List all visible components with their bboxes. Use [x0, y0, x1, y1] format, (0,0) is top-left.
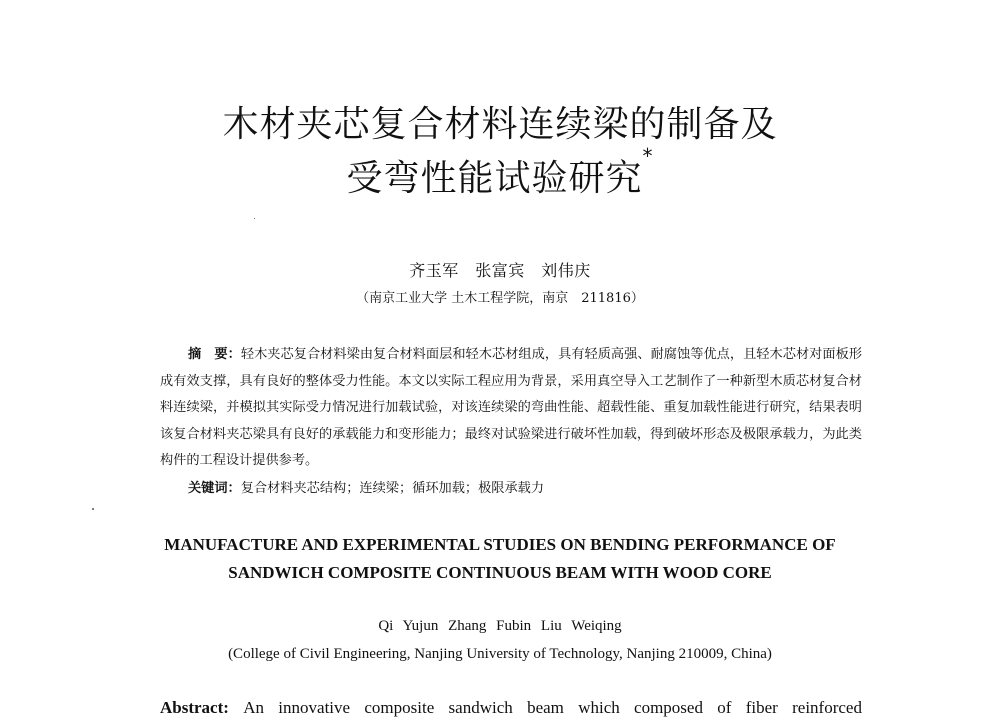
keywords-cn-text: 复合材料夹芯结构；连续梁；循环加载；极限承载力: [240, 481, 545, 496]
keywords-cn-label: 关键词：: [188, 481, 241, 496]
abstract-en-word: composite: [364, 698, 435, 717]
scan-speck: [92, 508, 94, 510]
abstract-en-label: Abstract:: [160, 698, 229, 717]
abstract-cn-text: 轻木夹芯复合材料梁由复合材料面层和轻木芯材组成，具有轻质高强、耐腐蚀等优点，且轻木芯材对面板形成有效支撑，具有良好的整体受力性能。本文以实际工程应用为背景，采用真空导入工艺制作了一种新型木质芯材复合材料连续梁，并模拟其实际受力情况进行加载试验，对该连续梁的弯曲性能、超载性能、重复加载性能进行研究，结果表明该复合材料夹芯梁具有良好的承载能力和变形能力；最终对试验梁进行破坏性加载，得到破坏形态及极限承载力，为此类构件的工程设计提供参考。: [160, 347, 863, 468]
authors-en: Qi Yujun Zhang Fubin Liu Weiqing: [378, 618, 622, 634]
abstract-cn-label: 摘 要：: [188, 347, 241, 362]
abstract-en-word: sandwich: [448, 698, 513, 717]
abstract-en-word: reinforced: [792, 698, 862, 717]
abstract-en-word: beam: [527, 698, 564, 717]
abstract-cn: [160, 342, 862, 475]
keywords-cn: [188, 477, 544, 496]
authors-cn: 齐玉军 张富宾 刘伟庆: [409, 261, 591, 280]
abstract-en-word: of: [717, 698, 732, 717]
affiliation-en: (College of Civil Engineering, Nanjing University of Technology, Nanjing 210009, China): [228, 646, 772, 662]
scan-speck: [254, 218, 255, 219]
title-cn-line1: 木材夹芯复合材料连续梁的制备及: [222, 104, 778, 145]
abstract-en: [160, 698, 862, 718]
title-footnote-mark: *: [642, 144, 654, 168]
title-cn-line2-text: 受弯性能试验研究: [346, 158, 643, 199]
title-en-line1: MANUFACTURE AND EXPERIMENTAL STUDIES ON BENDING PERFORMANCE OF: [164, 535, 836, 554]
title-cn-line2: [0, 144, 1000, 201]
abstract-en-word: innovative: [278, 698, 351, 717]
abstract-en-word: composed: [634, 698, 703, 717]
abstract-en-word: An: [243, 698, 264, 717]
title-en-line2: SANDWICH COMPOSITE CONTINUOUS BEAM WITH WOOD CORE: [228, 563, 772, 582]
affiliation-cn: （南京工业大学 土木工程学院，南京 211816）: [356, 291, 644, 306]
abstract-en-word: fiber: [745, 698, 778, 717]
abstract-en-word: which: [578, 698, 620, 717]
